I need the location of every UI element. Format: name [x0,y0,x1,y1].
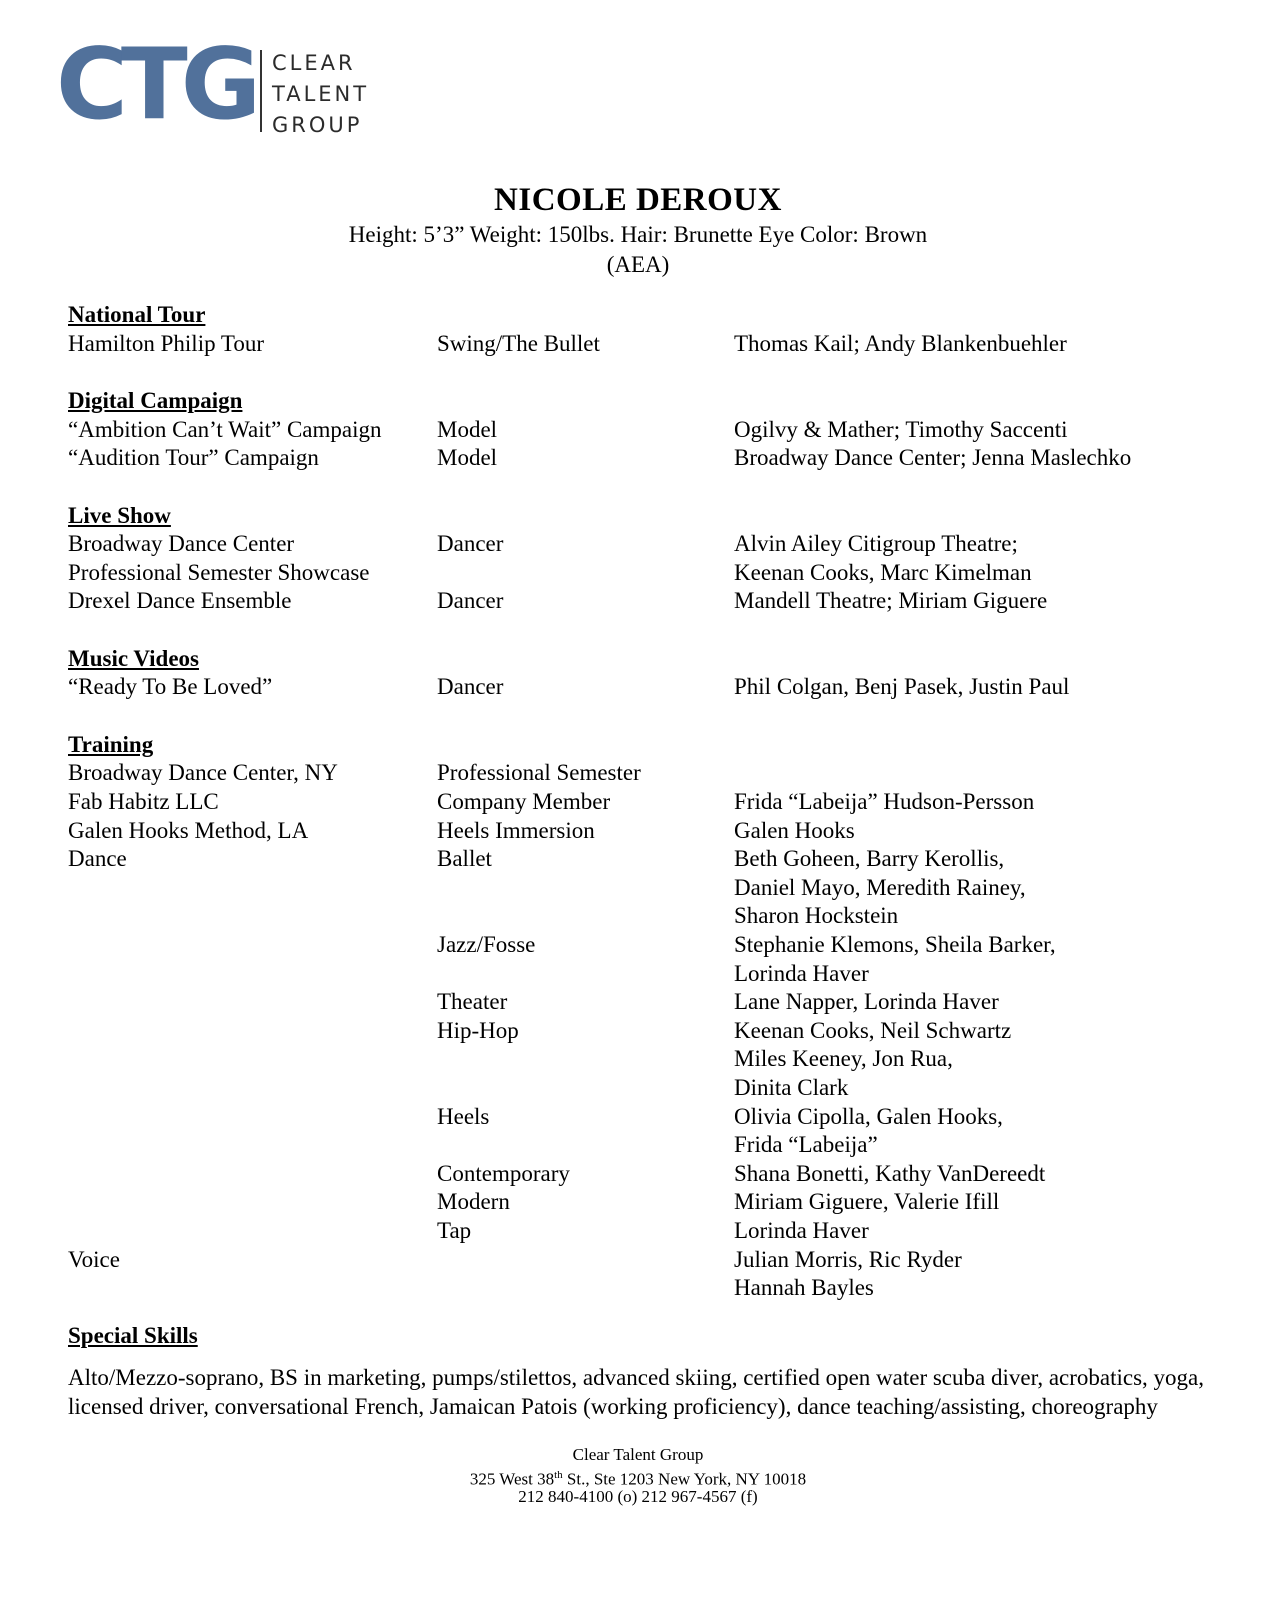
credit-role: Heels [437,1103,490,1129]
credit-title: Dance [68,846,127,872]
credit-director: Ogilvy & Mather; Timothy Saccenti [734,416,1068,442]
special-skills-text: Alto/Mezzo-soprano, BS in marketing, pumps/stilettos, advanced skiing, certified open water scuba diver, acrobatics, yoga, licensed driver, conversational French, Jamaican Patois (working proficiency), dance teaching/assisting, choreography [68,1365,1204,1419]
credit-director: Daniel Mayo, Meredith Rainey, [734,874,1026,900]
logo-divider [260,50,262,132]
credit-director: Frida “Labeija” Hudson-Persson [734,789,1035,814]
credit-title: Drexel Dance Ensemble [68,588,292,614]
credit-director: Olivia Cipolla, Galen Hooks, [734,1103,1003,1129]
credit-role: Tap [437,1218,472,1243]
credit-role: Theater [437,989,508,1015]
credit-role: Jazz/Fosse [437,932,536,957]
credit-title: Galen Hooks Method, LA [68,817,309,843]
credit-director: Beth Goheen, Barry Kerollis, [734,846,1005,872]
credit-role: Hip-Hop [437,1017,519,1043]
credit-director: Julian Morris, Ric Ryder [734,1246,962,1272]
credit-director: Shana Bonetti, Kathy VanDereedt [734,1160,1046,1186]
credit-director: Lane Napper, Lorinda Haver [734,989,999,1015]
credit-director: Broadway Dance Center; Jenna Maslechko [734,445,1132,471]
section-heading: National Tour [68,302,206,327]
footer-address-ordinal: th [554,1469,563,1481]
credit-director: Alvin Ailey Citigroup Theatre; [734,531,1018,557]
credit-role: Model [437,416,498,442]
union-affiliation: (AEA) [606,252,670,277]
credit-title: Broadway Dance Center [68,531,295,557]
agency-logo [56,28,370,142]
credit-title: Broadway Dance Center, NY [68,760,338,786]
credit-director: Miles Keeney, Jon Rua, [734,1046,953,1072]
performer-name: NICOLE DEROUX [494,182,782,218]
credit-director: Galen Hooks [734,817,855,843]
credit-title: Professional Semester Showcase [68,559,370,585]
credit-director: Dinita Clark [734,1075,849,1100]
section-heading: Music Videos [68,645,199,671]
footer-company: Clear Talent Group [572,1445,704,1464]
credit-director: Keenan Cooks, Marc Kimelman [734,559,1032,585]
footer-phone: 212 840-4100 (o) 212 967-4567 (f) [518,1487,758,1506]
section-heading: Training [68,731,154,757]
credit-director: Frida “Labeija” [734,1132,878,1158]
credit-role: Dancer [437,531,504,557]
credit-title: “Ready To Be Loved” [68,674,273,700]
credit-title: “Ambition Can’t Wait” Campaign [68,416,382,442]
credit-role: Company Member [437,789,611,814]
credit-role: Heels Immersion [437,817,595,843]
section-heading: Live Show [68,502,171,528]
section-heading: Digital Campaign [68,388,243,413]
credit-director: Hannah Bayles [734,1275,874,1301]
credit-title: Hamilton Philip Tour [68,330,265,356]
footer-address-street: 325 West 38 [469,1469,555,1489]
credit-role: Modern [437,1189,510,1215]
special-skills-heading: Special Skills [68,1323,198,1348]
footer-address-rest: St., Ste 1203 New York, NY 10018 [562,1469,807,1489]
credit-role: Ballet [437,846,492,872]
credit-title: Voice [68,1246,120,1272]
credit-role: Professional Semester [437,760,641,786]
credit-director: Mandell Theatre; Miriam Giguere [734,588,1048,614]
logo-word: GROUP [272,113,363,137]
logo-word: TALENT [272,82,370,106]
performer-stats: Height: 5’3” Weight: 150lbs. Hair: Brunette Eye Color: Brown [348,222,928,247]
credit-role: Swing/The Bullet [437,330,600,356]
credit-director: Lorinda Haver [734,1218,869,1243]
logo-word: CLEAR [272,51,356,75]
credit-role: Model [437,445,498,471]
credit-title: “Audition Tour” Campaign [68,445,319,471]
credit-title: Fab Habitz LLC [68,789,219,814]
credit-director: Stephanie Klemons, Sheila Barker, [734,932,1056,957]
credit-role: Contemporary [437,1160,570,1186]
credit-director: Miriam Giguere, Valerie Ifill [734,1189,1000,1215]
credit-role: Dancer [437,674,504,700]
credit-director: Thomas Kail; Andy Blankenbuehler [734,330,1067,356]
credit-director: Lorinda Haver [734,960,869,986]
logo-mark: CTG [56,28,255,142]
credit-role: Dancer [437,588,504,614]
credit-director: Sharon Hockstein [734,903,899,929]
logo-words [272,48,369,141]
credit-director: Phil Colgan, Benj Pasek, Justin Paul [734,674,1070,700]
credit-director: Keenan Cooks, Neil Schwartz [734,1017,1012,1043]
